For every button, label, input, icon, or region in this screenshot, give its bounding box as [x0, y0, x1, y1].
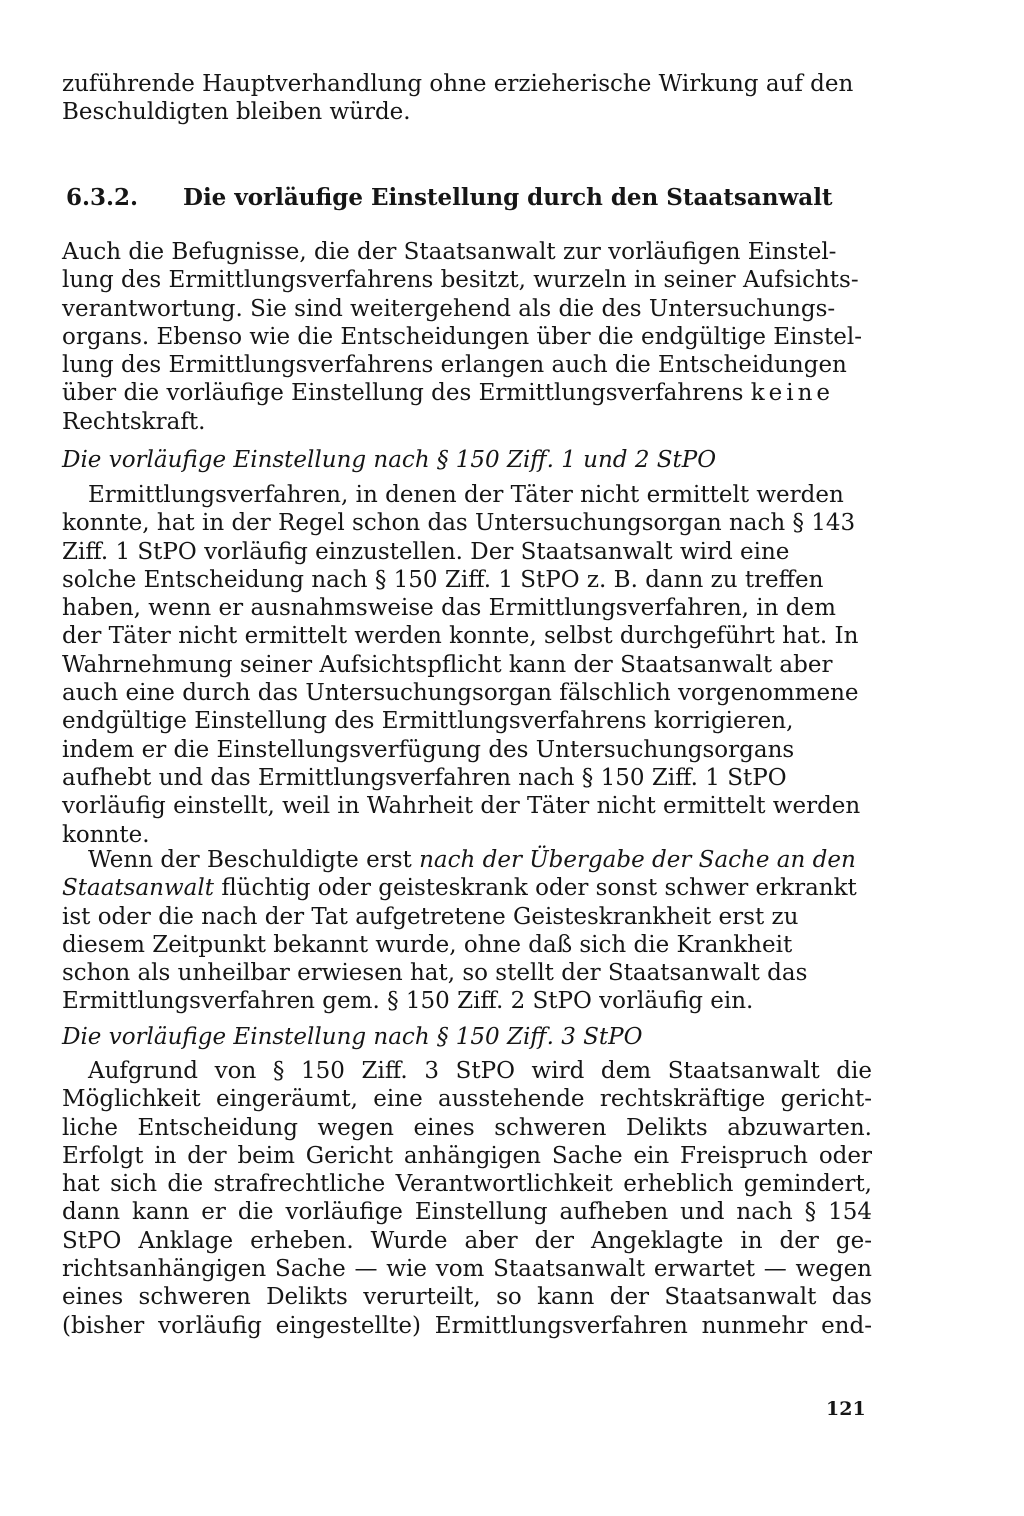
- text-line: StPO Anklage erheben. Wurde aber der Angeklagte in der ge-: [62, 1227, 872, 1254]
- text-line: Wahrnehmung seiner Aufsichtspflicht kann der Staatsanwalt aber: [62, 651, 833, 678]
- text-line: der Täter nicht ermittelt werden konnte, selbst durchgeführt hat. In: [62, 623, 859, 650]
- text-line: hat sich die strafrechtliche Verantwortlichkeit erheblich gemindert,: [62, 1171, 872, 1198]
- text-line: Beschuldigten bleiben würde.: [62, 99, 411, 126]
- italic-text: nach der Übergabe der Sache an den: [419, 847, 856, 873]
- body-paragraph: [62, 481, 872, 849]
- text-line: aufhebt und das Ermittlungsverfahren nach § 150 Ziff. 1 StPO: [62, 764, 787, 791]
- subsection-heading: Die vorläufige Einstellung nach § 150 Ziff. 3 StPO: [62, 1024, 643, 1050]
- text-line: Ermittlungsverfahren gem. § 150 Ziff. 2 StPO vorläufig ein.: [62, 988, 754, 1015]
- text-line: über die vorläufige Einstellung des Ermittlungsverfahrens: [62, 380, 744, 407]
- section-title: Die vorläufige Einstellung durch den Staatsanwalt: [183, 184, 833, 211]
- text-line: verantwortung. Sie sind weitergehend als die des Untersuchungs-: [62, 295, 836, 322]
- intro-paragraph: [62, 238, 872, 436]
- text-line: organs. Ebenso wie die Entscheidungen über die endgültige Einstel-: [62, 323, 862, 350]
- text-line: Rechtskraft.: [62, 408, 206, 435]
- text-line: Auch die Befugnisse, die der Staatsanwalt zur vorläufigen Einstel-: [62, 239, 837, 265]
- text-line: dann kann er die vorläufige Einstellung aufheben und nach § 154: [62, 1199, 872, 1226]
- text-line: eines schweren Delikts verurteilt, so kann der Staatsanwalt das: [62, 1284, 872, 1311]
- section-heading: [66, 183, 833, 213]
- text-line: Erfolgt in der beim Gericht anhängigen Sache ein Freispruch oder: [62, 1142, 872, 1169]
- text-line: lung des Ermittlungsverfahrens besitzt, wurzeln in seiner Aufsichts-: [62, 267, 859, 294]
- text-line: Möglichkeit eingeräumt, eine ausstehende rechtskräftige gericht-: [62, 1086, 872, 1113]
- text-line: endgültige Einstellung des Ermittlungsverfahrens korrigieren,: [62, 708, 794, 735]
- text-line: Ermittlungsverfahren, in denen der Täter nicht ermittelt werden: [88, 482, 844, 508]
- page-number: 121: [826, 1398, 866, 1420]
- text-line: liche Entscheidung wegen eines schweren Delikts abzuwarten.: [62, 1114, 872, 1141]
- text-line: ist oder die nach der Tat aufgetretene Geisteskrankheit erst zu: [62, 903, 799, 930]
- text-line: solche Entscheidung nach § 150 Ziff. 1 StPO z. B. dann zu treffen: [62, 566, 824, 593]
- spaced-emphasis: keine: [750, 380, 835, 407]
- text-line: zuführende Hauptverhandlung ohne erzieherische Wirkung auf den: [62, 71, 854, 97]
- text-line: konnte.: [62, 821, 150, 848]
- text-line: schon als unheilbar erwiesen hat, so stellt der Staatsanwalt das: [62, 960, 808, 987]
- body-paragraph: [62, 846, 872, 1016]
- body-paragraph: [62, 1057, 872, 1340]
- section-number: 6.3.2.: [66, 184, 139, 211]
- continuation-paragraph: [62, 70, 872, 127]
- text-line: (bisher vorläufig eingestellte) Ermittlungsverfahren nunmehr end-: [62, 1312, 872, 1339]
- subsection-heading: Die vorläufige Einstellung nach § 150 Ziff. 1 und 2 StPO: [62, 447, 717, 473]
- text-line: Aufgrund von § 150 Ziff. 3 StPO wird dem Staatsanwalt die: [88, 1058, 872, 1084]
- text-line: indem er die Einstellungsverfügung des Untersuchungsorgans: [62, 736, 795, 763]
- text-line: flüchtig oder geisteskrank oder sonst schwer erkrankt: [221, 875, 857, 902]
- text-line: haben, wenn er ausnahmsweise das Ermittlungsverfahren, in dem: [62, 595, 836, 622]
- text-line: richtsanhängigen Sache — wie vom Staatsanwalt erwartet — wegen: [62, 1256, 872, 1283]
- text-line: Ziff. 1 StPO vorläufig einzustellen. Der Staatsanwalt wird eine: [62, 538, 790, 565]
- text-line: auch eine durch das Untersuchungsorgan fälschlich vorgenommene: [62, 680, 859, 707]
- text-line: Wenn der Beschuldigte erst: [88, 847, 412, 873]
- italic-text: Staatsanwalt: [62, 875, 214, 902]
- text-line: vorläufig einstellt, weil in Wahrheit der Täter nicht ermittelt werden: [62, 793, 861, 820]
- text-line: diesem Zeitpunkt bekannt wurde, ohne daß sich die Krankheit: [62, 931, 793, 958]
- text-line: konnte, hat in der Regel schon das Untersuchungsorgan nach § 143: [62, 510, 856, 537]
- text-line: lung des Ermittlungsverfahrens erlangen auch die Entscheidungen: [62, 352, 847, 379]
